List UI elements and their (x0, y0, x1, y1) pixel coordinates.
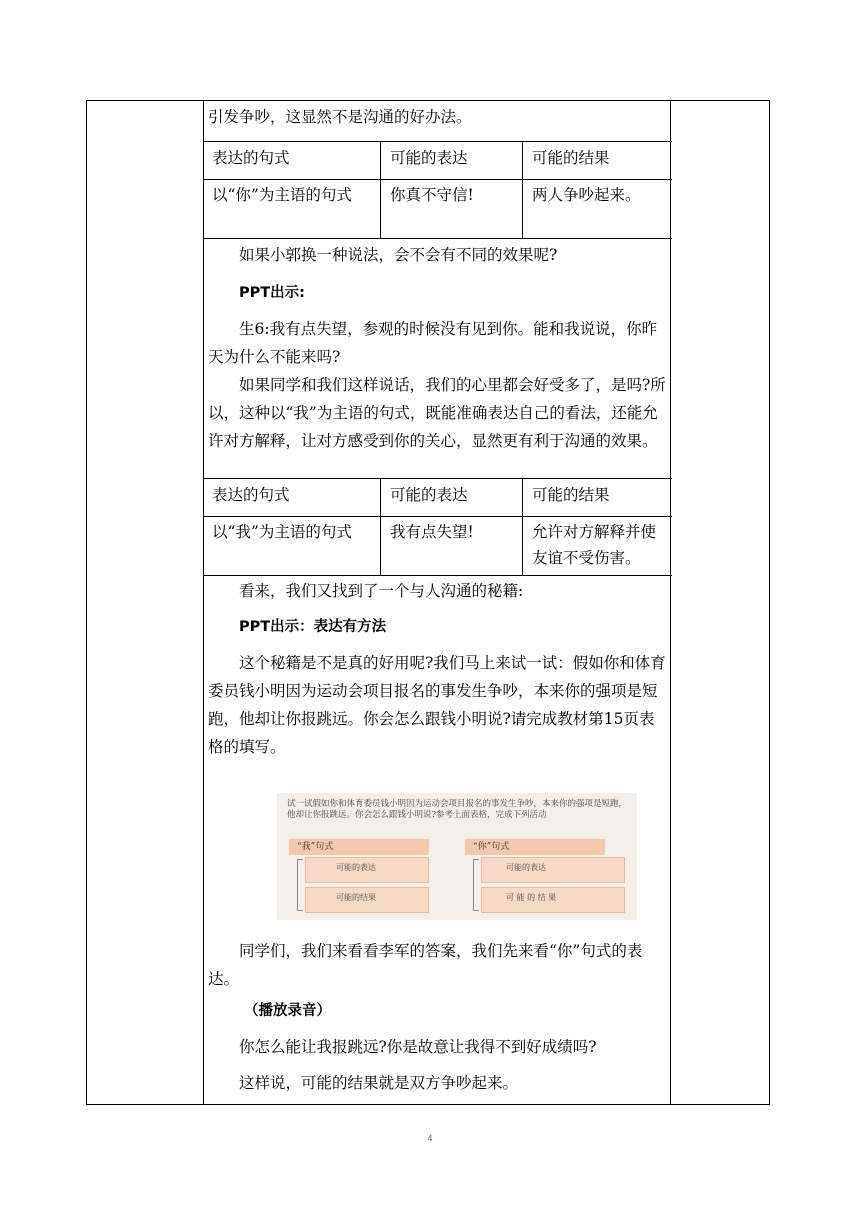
figure-right-box-result: 可 能 的 结 果 (481, 887, 625, 913)
table1-cell-pattern: 以“你”为主语的句式 (212, 186, 352, 204)
table1-divider-2 (522, 141, 523, 238)
table1-mid-border (204, 179, 672, 180)
table1-divider-1 (380, 141, 381, 238)
paragraph-8: 这样说，可能的结果就是双方争吵起来。 (239, 1074, 519, 1092)
table1-header-result: 可能的结果 (532, 149, 610, 167)
paragraph-4: 看来，我们又找到了一个与人沟通的秘籍: (239, 582, 524, 600)
paragraph-6: 同学们，我们来看看李军的答案，我们先来看“你”句式的表达。 (208, 942, 643, 988)
figure-instruction: 试一试假如你和体育委员钱小明因为运动会项目报名的事发生争吵，本来你的强项是短跑，他却让你报跳远。你会怎么跟钱小明说?参考上面表格，完成下列活动 (287, 799, 628, 820)
table2-divider-2 (522, 478, 523, 575)
paragraph-5: 这个秘籍是不是真的好用呢?我们马上来试一试：假如你和体育委员钱小明因为运动会项目报名的事发生争吵，本来你的强项是短跑，他却让你报跳远。你会怎么跟钱小明说?请完成教材第15页表格的填写。 (208, 654, 666, 756)
textbook-figure (277, 793, 637, 920)
table1-header-expression: 可能的表达 (390, 149, 468, 167)
table2-header-result: 可能的结果 (532, 486, 610, 504)
table2-header-expression: 可能的表达 (390, 486, 468, 504)
table1-bottom-border (204, 238, 672, 239)
lesson-table (86, 100, 770, 1105)
table2-cell-result: 允许对方解释并使友谊不受伤害。 (532, 523, 657, 567)
figure-left-header: “我”句式 (289, 839, 429, 855)
left-column (87, 101, 204, 1104)
paragraph-7: 你怎么能让我报跳远?你是故意让我得不到好成绩吗? (239, 1038, 597, 1056)
figure-left-bracket (297, 859, 303, 911)
table1-cell-expression: 你真不守信! (390, 186, 474, 204)
table2-bottom-border (204, 575, 672, 576)
table2-header-pattern: 表达的句式 (212, 486, 290, 504)
ppt-label-2: PPT出示：表达有方法 (239, 619, 387, 635)
table2-cell-pattern: 以“我”为主语的句式 (212, 523, 352, 541)
table2-divider-1 (380, 478, 381, 575)
ppt-label-1: PPT出示: (239, 285, 305, 301)
audio-label: （播放录音） (244, 1003, 331, 1019)
intro-line: 引发争吵，这显然不是沟通的好办法。 (208, 108, 472, 126)
paragraph-3: 如果同学和我们这样说话，我们的心里都会好受多了，是吗?所以，这种以“我”为主语的句式，既能准确表达自己的看法，还能允许对方解释，让对方感受到你的关心，显然更有利于沟通的效果。 (208, 376, 666, 450)
figure-left-box-result: 可能的结果 (305, 887, 429, 913)
paragraph-1: 如果小郭换一种说法，会不会有不同的效果呢? (239, 246, 558, 264)
content-column (204, 101, 672, 1104)
figure-right-box-expression: 可能的表达 (481, 857, 625, 883)
right-column (670, 101, 769, 1104)
figure-left-box-expression: 可能的表达 (305, 857, 429, 883)
table2-mid-border (204, 516, 672, 517)
table1-top-border (204, 141, 672, 142)
page-number: 4 (427, 1134, 433, 1143)
figure-right-header: “你”句式 (465, 839, 605, 855)
paragraph-2: 生6:我有点失望，参观的时候没有见到你。能和我说说，你昨天为什么不能来吗? (208, 320, 658, 366)
table1-cell-result: 两人争吵起来。 (532, 186, 641, 204)
table2-cell-expression: 我有点失望! (390, 523, 474, 541)
table1-header-pattern: 表达的句式 (212, 149, 290, 167)
table2-top-border (204, 478, 672, 479)
figure-right-bracket (473, 859, 479, 911)
